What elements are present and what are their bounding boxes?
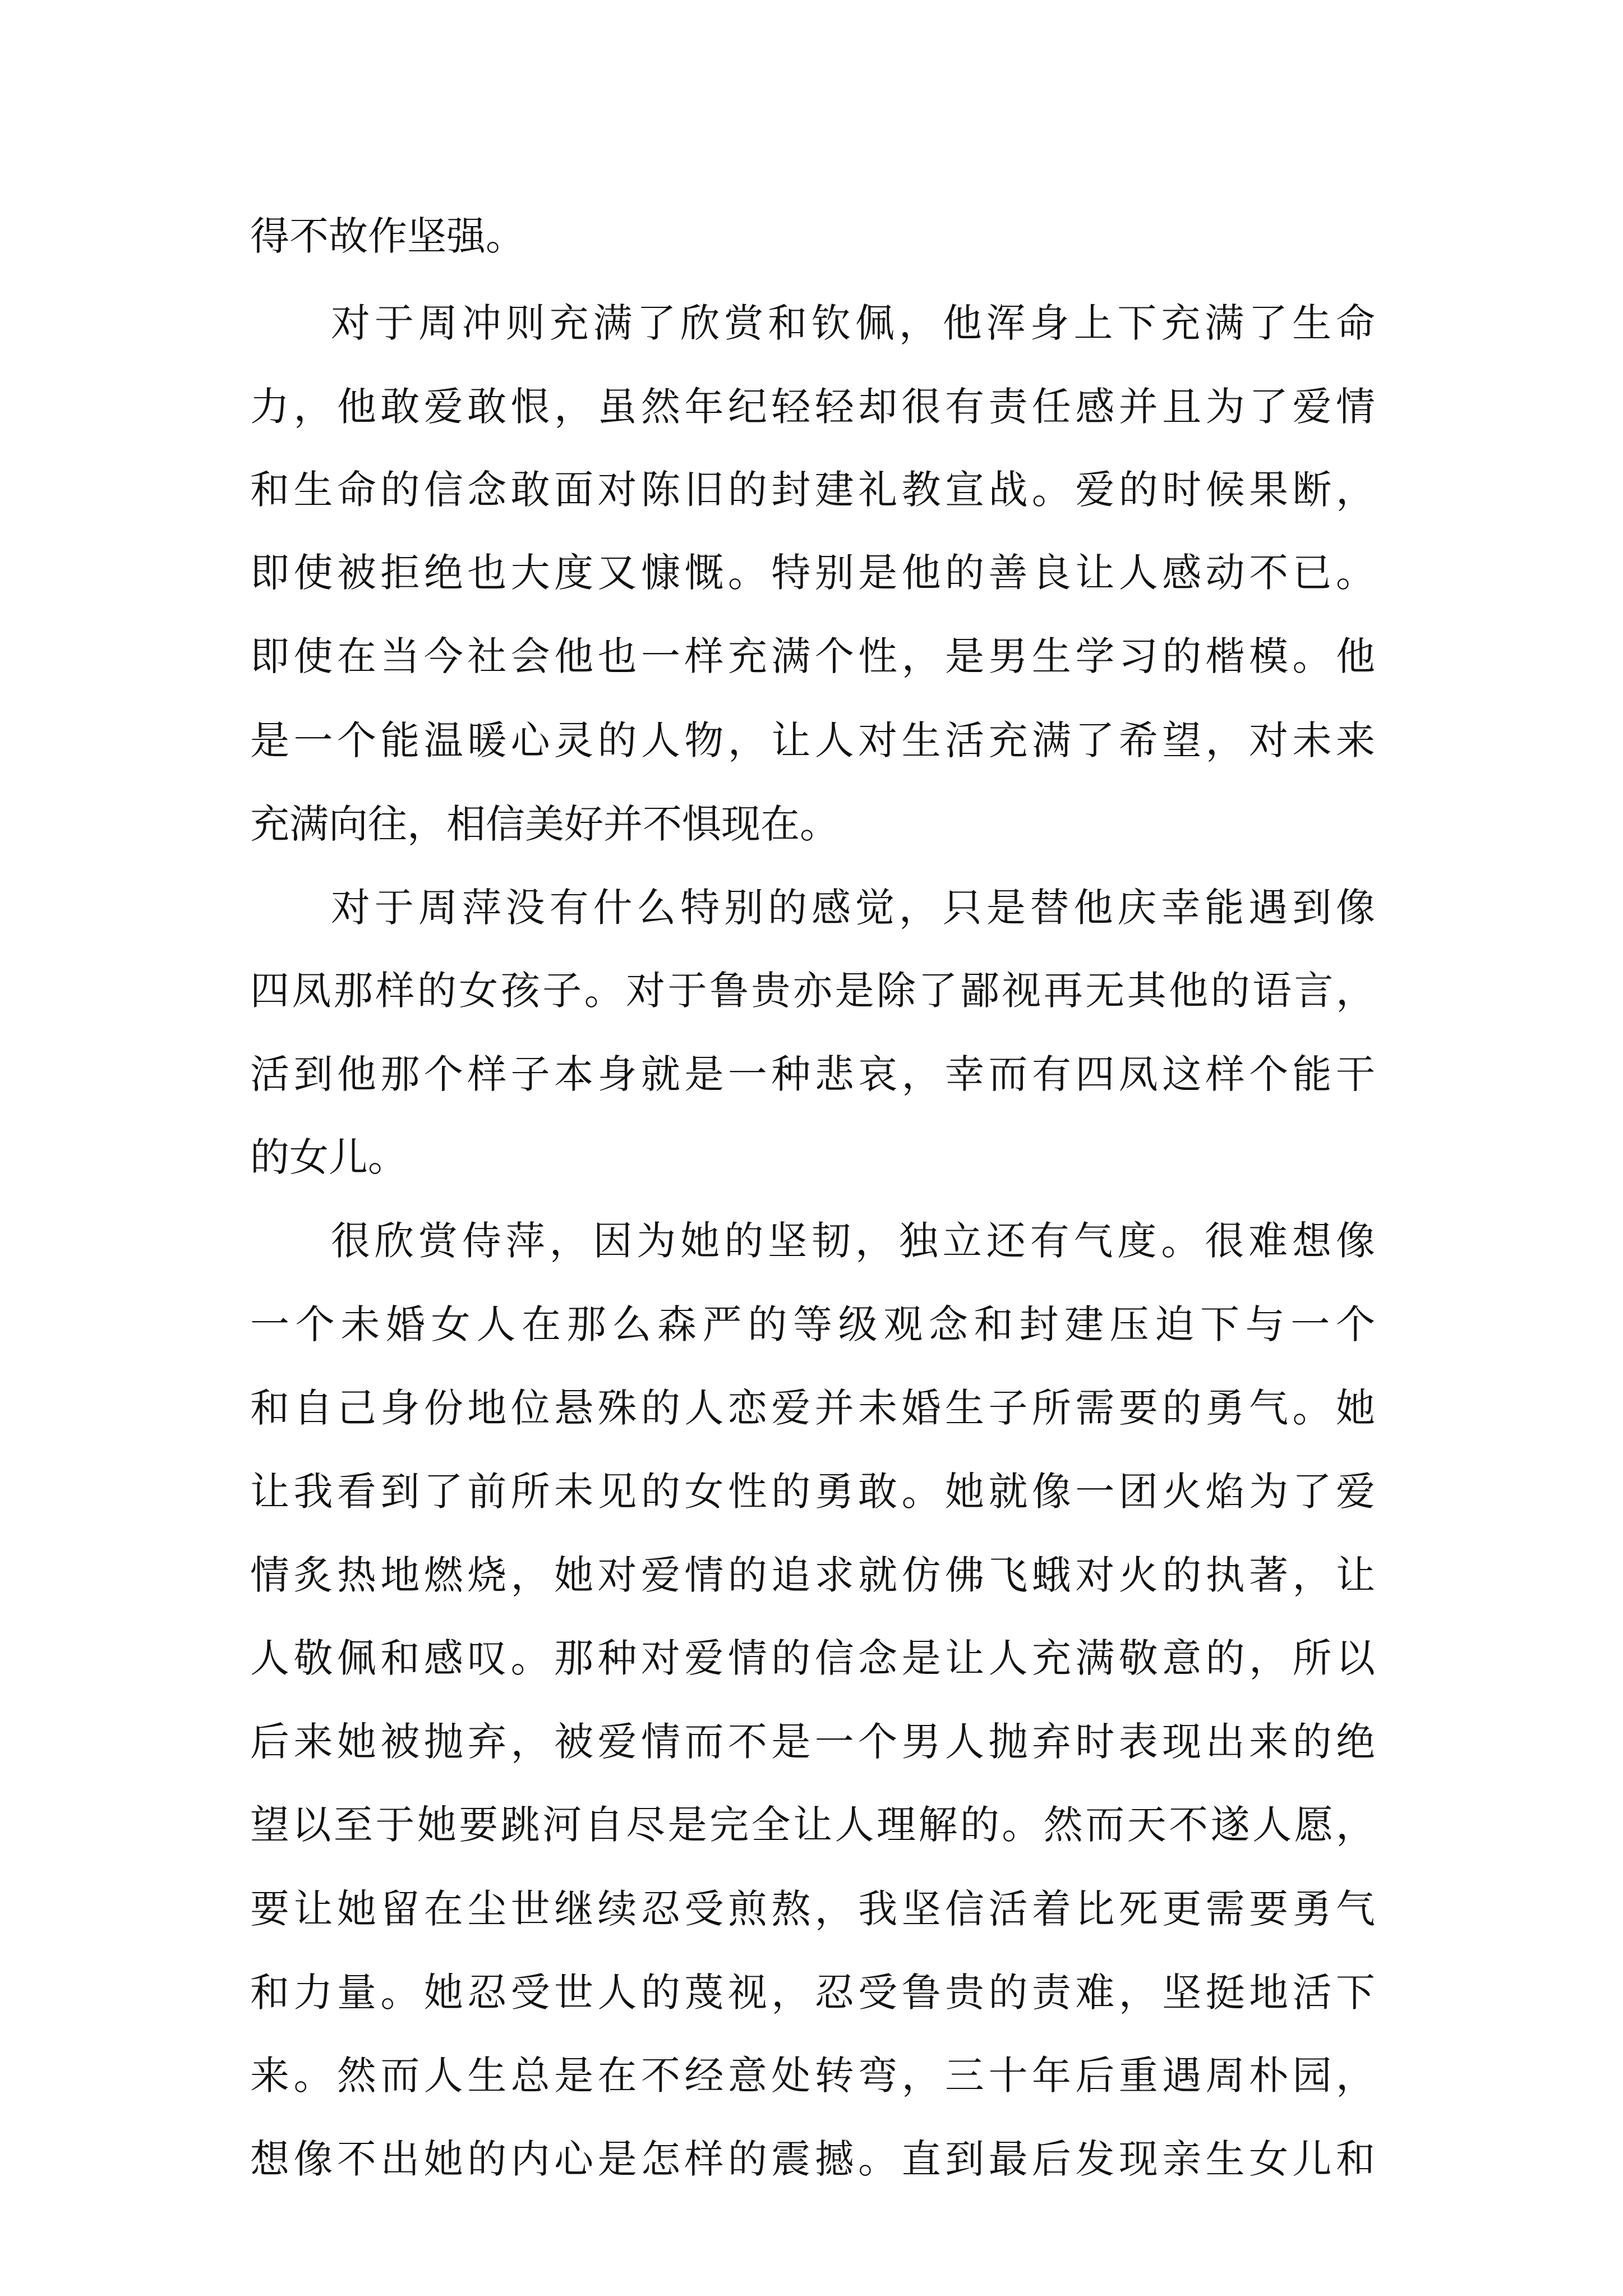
text-line: 情炙热地燃烧，她对爱情的追求就仿佛飞蛾对火的执著，让 — [250, 1552, 1375, 1598]
text-line: 即使在当今社会他也一样充满个性，是男生学习的楷模。他 — [250, 633, 1375, 679]
text-line: 和力量。她忍受世人的蔑视，忍受鲁贵的责难，坚挺地活下 — [250, 1970, 1375, 2016]
text-line: 想像不出她的内心是怎样的震撼。直到最后发现亲生女儿和 — [250, 2136, 1375, 2182]
text-line: 一个未婚女人在那么森严的等级观念和封建压迫下与一个 — [250, 1301, 1375, 1347]
text-line: 是一个能温暖心灵的人物，让人对生活充满了希望，对未来 — [250, 717, 1375, 763]
text-line: 力，他敢爱敢恨，虽然年纪轻轻却很有责任感并且为了爱情 — [250, 384, 1375, 430]
text-line: 人敬佩和感叹。那种对爱情的信念是让人充满敬意的，所以 — [250, 1635, 1375, 1681]
text-line: 活到他那个样子本身就是一种悲哀，幸而有四凤这样个能干 — [250, 1051, 1375, 1097]
text-line: 让我看到了前所未见的女性的勇敢。她就像一团火焰为了爱 — [250, 1469, 1375, 1515]
text-line: 即使被拒绝也大度又慷慨。特别是他的善良让人感动不已。 — [250, 550, 1375, 596]
text-line: 望以至于她要跳河自尽是完全让人理解的。然而天不遂人愿， — [250, 1802, 1375, 1848]
text-line: 对于周萍没有什么特别的感觉，只是替他庆幸能遇到像 — [331, 885, 1375, 931]
text-line: 和自己身份地位悬殊的人恋爱并未婚生子所需要的勇气。她 — [250, 1385, 1375, 1431]
text-line: 得不故作坚强。 — [250, 213, 525, 259]
text-line: 充满向往，相信美好并不惧现在。 — [250, 801, 839, 847]
text-line: 后来她被抛弃，被爱情而不是一个男人抛弃时表现出来的绝 — [250, 1719, 1375, 1765]
text-line: 要让她留在尘世继续忍受煎熬，我坚信活着比死更需要勇气 — [250, 1886, 1375, 1932]
text-line: 的女儿。 — [250, 1134, 407, 1180]
text-line: 四凤那样的女孩子。对于鲁贵亦是除了鄙视再无其他的语言， — [250, 968, 1375, 1014]
text-line: 和生命的信念敢面对陈旧的封建礼教宣战。爱的时候果断， — [250, 467, 1375, 513]
text-line: 很欣赏侍萍，因为她的坚韧，独立还有气度。很难想像 — [331, 1218, 1375, 1264]
text-line: 来。然而人生总是在不经意处转弯，三十年后重遇周朴园， — [250, 2053, 1375, 2099]
text-line: 对于周冲则充满了欣赏和钦佩，他浑身上下充满了生命 — [331, 300, 1375, 346]
